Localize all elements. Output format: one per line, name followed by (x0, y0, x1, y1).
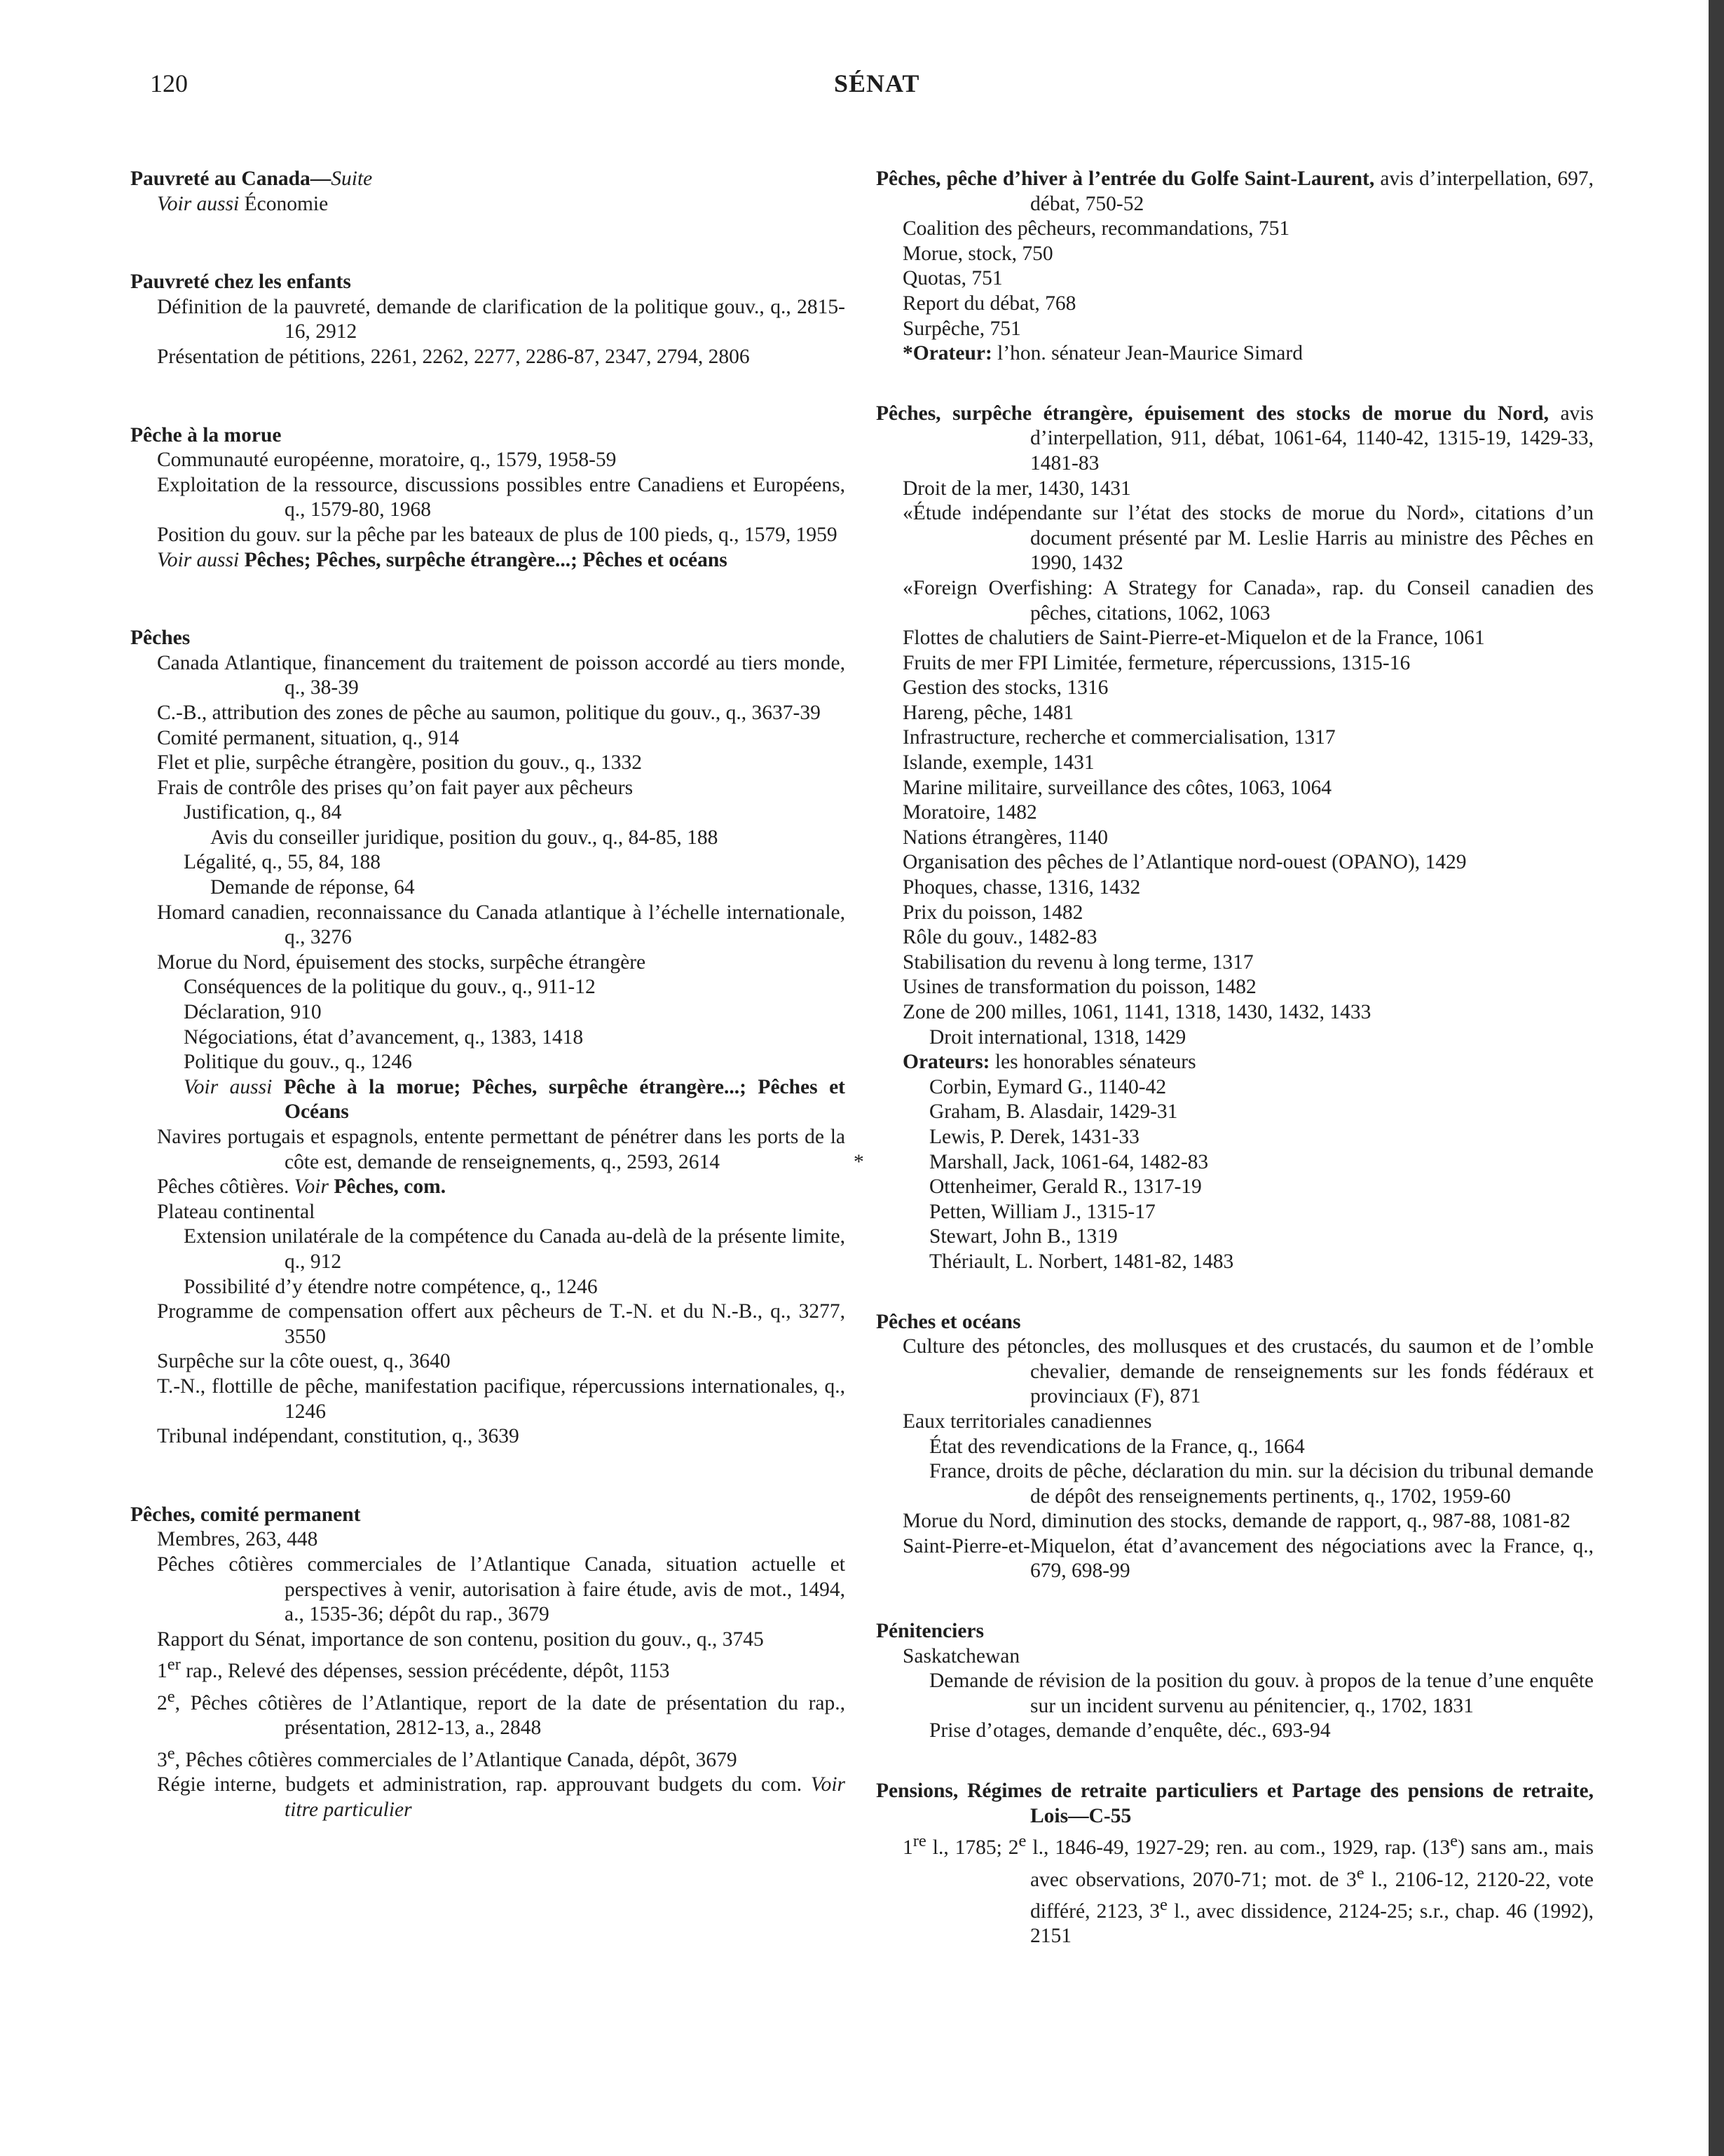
subentry: Nations étrangères, 1140 (903, 826, 1108, 849)
subentry: 2e, Pêches côtières de l’Atlantique, report de la date de présentation du rap., présentation, 2812-13, a., 2848 (157, 1686, 845, 1740)
subentry: Négociations, état d’avancement, q., 1383, 1418 (184, 1025, 584, 1049)
subentry: Navires portugais et espagnols, entente permettant de pénétrer dans les ports de la côte est, demande de renseignements, q., 2593, 2614 (157, 1126, 845, 1173)
subentry: 1er rap., Relevé des dépenses, session précédente, dépôt, 1153 (157, 1655, 670, 1683)
speaker: Corbin, Eymard G., 1140-42 (929, 1075, 1167, 1098)
asterisk-marker: * (854, 1150, 864, 1173)
subentry: Extension unilatérale de la compétence du Canada au-delà de la présente limite, q., 912 (184, 1225, 845, 1273)
subentry: État des revendications de la France, q., 1664 (929, 1435, 1305, 1458)
subentry: Prix du poisson, 1482 (903, 901, 1083, 924)
subentry: Comité permanent, situation, q., 914 (157, 726, 459, 749)
subentry: Culture des pétoncles, des mollusques et des crustacés, du saumon et de l’omble chevalier, demande de renseignements sur les fonds fédéraux et provinciaux (F), 871 (903, 1335, 1594, 1408)
subentry: Droit de la mer, 1430, 1431 (903, 477, 1131, 500)
subentry: Programme de compensation offert aux pêcheurs de T.-N. et du N.-B., q., 3277, 3550 (157, 1300, 845, 1348)
index-entry (130, 626, 845, 1449)
see-also: Voir aussi Économie (157, 192, 329, 215)
subentry: 1re l., 1785; 2e l., 1846-49, 1927-29; ren. au com., 1929, rap. (13e) sans am., mais avec observations, 2070-71; mot. de 3e l., 2106-12, 2120-22, vote différé, 2123, 3e l., avec dissidence, 2124-25; s.r., chap. 46 (1992), 2151 (903, 1831, 1594, 1948)
running-title: SÉNAT (834, 69, 920, 97)
subentry: Marine militaire, surveillance des côtes, 1063, 1064 (903, 776, 1332, 799)
subentry: Communauté européenne, moratoire, q., 1579, 1958-59 (157, 449, 617, 472)
speaker: Lewis, P. Derek, 1431-33 (929, 1125, 1140, 1148)
subentry: Hareng, pêche, 1481 (903, 701, 1074, 724)
subentry: Rôle du gouv., 1482-83 (903, 926, 1097, 949)
subentry: Plateau continental (157, 1200, 315, 1223)
speaker: Thériault, L. Norbert, 1481-82, 1483 (929, 1250, 1234, 1273)
subentry: «Étude indépendante sur l’état des stocks de morue du Nord», citations d’un document présenté par M. Leslie Harris au ministre des Pêches en 1990, 1432 (903, 502, 1594, 575)
index-entry (130, 270, 845, 369)
subentry: Pêches côtières. Voir Pêches, com. (157, 1175, 446, 1199)
subentry: C.-B., attribution des zones de pêche au saumon, politique du gouv., q., 3637-39 (157, 701, 821, 724)
index-entry (876, 1779, 1594, 1949)
entry-heading: Pêches, surpêche étrangère, épuisement des stocks de morue du Nord, avis d’interpellation, 911, débat, 1061-64, 1140-42, 1315-19, 1429-33, 1481-83 (876, 402, 1594, 475)
subentry: Morue, stock, 750 (903, 242, 1053, 265)
subentry: Possibilité d’y étendre notre compétence, q., 1246 (184, 1275, 598, 1298)
subentry: Usines de transformation du poisson, 1482 (903, 976, 1257, 999)
entry-heading: Pauvreté chez les enfants (130, 271, 351, 294)
subentry: Quotas, 751 (903, 267, 1003, 290)
entry-heading: Pauvreté au Canada—Suite (130, 168, 373, 190)
page-number: 120 (150, 69, 188, 97)
speaker: Graham, B. Alasdair, 1429-31 (929, 1100, 1178, 1124)
subentry: Infrastructure, recherche et commercialisation, 1317 (903, 726, 1336, 749)
index-entry (876, 167, 1594, 367)
right-column (854, 167, 1594, 1949)
entry-heading: Pêches (130, 627, 191, 650)
index-entry (130, 1503, 845, 1823)
scan-edge (1709, 0, 1724, 2156)
subentry: Avis du conseiller juridique, position du gouv., q., 84-85, 188 (210, 826, 718, 849)
subentry: Définition de la pauvreté, demande de clarification de la politique gouv., q., 2815-16, 2912 (157, 295, 845, 343)
subentry: Flottes de chalutiers de Saint-Pierre-et-Miquelon et de la France, 1061 (903, 627, 1485, 650)
index-entry (854, 402, 1594, 1275)
subentry: Morue du Nord, diminution des stocks, demande de rapport, q., 987-88, 1081-82 (903, 1510, 1571, 1533)
entry-heading: Pêches, comité permanent (130, 1503, 361, 1526)
speaker: Petten, William J., 1315-17 (929, 1200, 1156, 1223)
speaker: Stewart, John B., 1319 (929, 1225, 1118, 1248)
subentry: Déclaration, 910 (184, 1001, 322, 1024)
entry-heading: Pensions, Régimes de retraite particuliers et Partage des pensions de retraite, Lois—C-55 (876, 1780, 1594, 1827)
subentry: Saskatchewan (903, 1644, 1020, 1667)
subentry: Présentation de pétitions, 2261, 2262, 2277, 2286-87, 2347, 2794, 2806 (157, 345, 750, 368)
subentry: Eaux territoriales canadiennes (903, 1410, 1152, 1433)
subentry: Islande, exemple, 1431 (903, 751, 1095, 775)
index-entry (130, 423, 845, 573)
entry-heading: Pêches, pêche d’hiver à l’entrée du Golfe Saint-Laurent, avis d’interpellation, 697, débat, 750-52 (876, 168, 1594, 215)
subentry: T.-N., flottille de pêche, manifestation pacifique, répercussions internationales, q., 1246 (157, 1374, 845, 1423)
subentry: Zone de 200 milles, 1061, 1141, 1318, 1430, 1432, 1433 (903, 1001, 1371, 1023)
index-entry (130, 167, 845, 217)
subentry: Phoques, chasse, 1316, 1432 (903, 876, 1141, 899)
subentry: Surpêche, 751 (903, 317, 1021, 340)
entry-heading: Pêche à la morue (130, 423, 282, 446)
subentry: Frais de contrôle des prises qu’on fait payer aux pêcheurs (157, 776, 634, 799)
subentry: Coalition des pêcheurs, recommandations, 751 (903, 217, 1290, 240)
subentry: Demande de révision de la position du gouv. à propos de la tenue d’une enquête sur un incident survenu au pénitencier, q., 1702, 1831 (929, 1670, 1594, 1717)
subentry: Position du gouv. sur la pêche par les bateaux de plus de 100 pieds, q., 1579, 1959 (157, 523, 837, 546)
subentry: Moratoire, 1482 (903, 801, 1037, 824)
subentry: Tribunal indépendant, constitution, q., 3639 (157, 1425, 519, 1448)
subentry: Gestion des stocks, 1316 (903, 676, 1109, 700)
see-also: Voir aussi Pêches; Pêches, surpêche étrangère...; Pêches et océans (157, 548, 727, 571)
speaker: *Orateur: l’hon. sénateur Jean-Maurice Simard (903, 342, 1303, 365)
subentry: Rapport du Sénat, importance de son contenu, position du gouv., q., 3745 (157, 1628, 764, 1651)
subentry: Politique du gouv., q., 1246 (184, 1051, 412, 1074)
subentry: Saint-Pierre-et-Miquelon, état d’avancement des négociations avec la France, q., 679, 698-99 (903, 1534, 1594, 1583)
subentry: Homard canadien, reconnaissance du Canada atlantique à l’échelle internationale, q., 3276 (157, 901, 845, 949)
subentry: Flet et plie, surpêche étrangère, position du gouv., q., 1332 (157, 751, 642, 775)
subentry: Canada Atlantique, financement du traitement de poisson accordé au tiers monde, q., 38-39 (157, 651, 845, 700)
speakers-line: Orateurs: les honorables sénateurs (903, 1051, 1196, 1074)
index-entry (876, 1310, 1594, 1585)
subentry: Légalité, q., 55, 84, 188 (184, 851, 381, 874)
subentry: Morue du Nord, épuisement des stocks, surpêche étrangère (157, 950, 646, 974)
subentry: Exploitation de la ressource, discussions possibles entre Canadiens et Européens, q., 1579-80, 1968 (157, 473, 845, 521)
subentry: Droit international, 1318, 1429 (929, 1025, 1186, 1049)
subentry: Demande de réponse, 64 (210, 876, 415, 899)
speaker: * Marshall, Jack, 1061-64, 1482-83 (876, 1150, 1594, 1175)
subentry: Stabilisation du revenu à long terme, 1317 (903, 950, 1254, 974)
speaker: Ottenheimer, Gerald R., 1317-19 (929, 1175, 1202, 1199)
subentry: Report du débat, 768 (903, 292, 1076, 315)
entry-heading: Pêches et océans (876, 1310, 1021, 1333)
subentry: France, droits de pêche, déclaration du min. sur la décision du tribunal demande de dépôt des renseignements pertinents, q., 1702, 1959-60 (929, 1460, 1594, 1508)
subentry: 3e, Pêches côtières commerciales de l’Atlantique Canada, dépôt, 3679 (157, 1743, 737, 1771)
subentry: Fruits de mer FPI Limitée, fermeture, répercussions, 1315-16 (903, 651, 1411, 674)
subentry: Pêches côtières commerciales de l’Atlantique Canada, situation actuelle et perspectives à venir, autorisation à faire étude, avis de mot., 1494, a., 1535-36; dépôt du rap., 3679 (157, 1553, 845, 1626)
subentry: Organisation des pêches de l’Atlantique nord-ouest (OPANO), 1429 (903, 851, 1467, 874)
entry-heading: Pénitenciers (876, 1620, 984, 1643)
left-column (130, 167, 845, 1822)
see-also: Voir aussi Pêche à la morue; Pêches, surpêche étrangère...; Pêches et Océans (184, 1075, 846, 1124)
index-entry (876, 1619, 1594, 1744)
subentry: «Foreign Overfishing: A Strategy for Canada», rap. du Conseil canadien des pêches, citations, 1062, 1063 (903, 576, 1594, 625)
subentry: Surpêche sur la côte ouest, q., 3640 (157, 1350, 451, 1373)
subentry: Régie interne, budgets et administration, rap. approuvant budgets du com. Voir titre particulier (157, 1773, 846, 1821)
subentry: Conséquences de la politique du gouv., q., 911-12 (184, 976, 596, 999)
subentry: Membres, 263, 448 (157, 1528, 318, 1551)
subentry: Justification, q., 84 (184, 801, 342, 824)
subentry: Prise d’otages, demande d’enquête, déc., 693-94 (929, 1719, 1331, 1742)
